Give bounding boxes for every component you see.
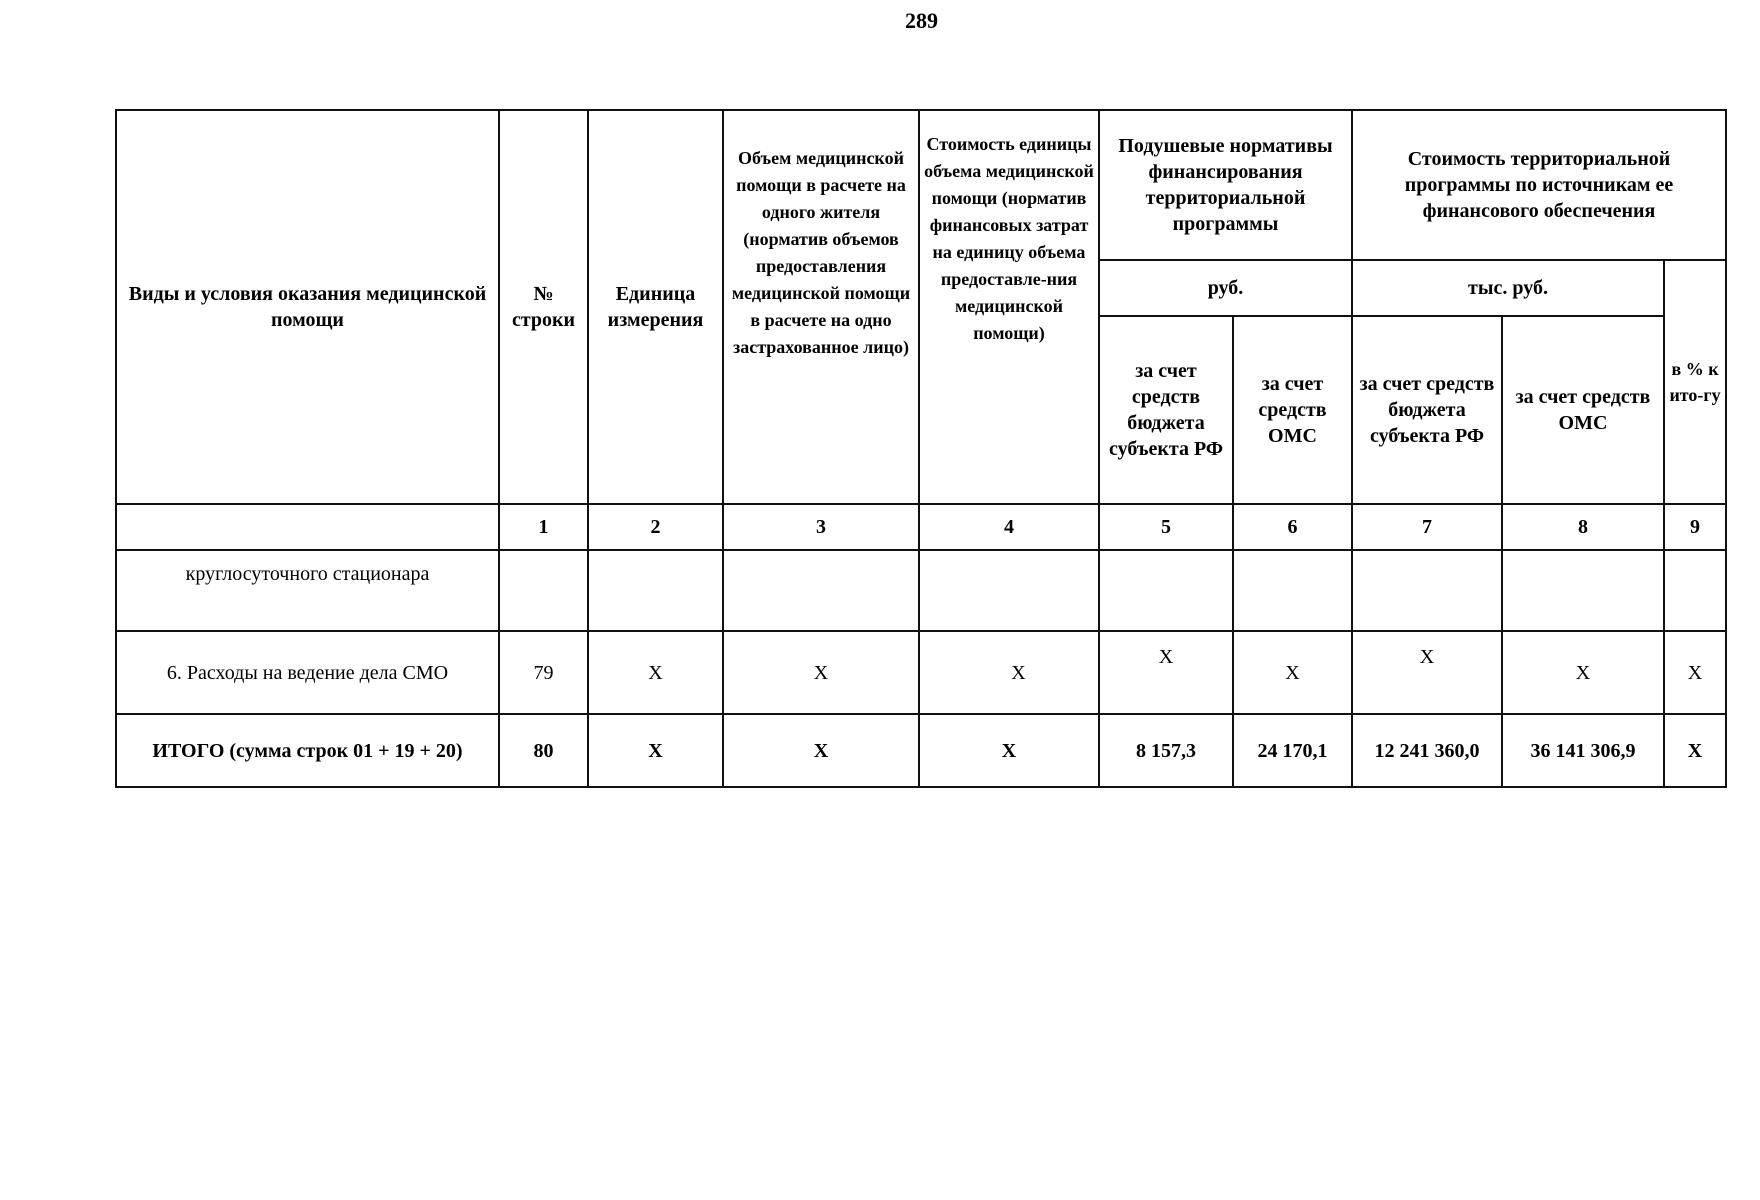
column-number-row [116, 504, 1726, 550]
table-cell: X [1233, 631, 1352, 714]
column-number: 9 [1664, 504, 1726, 550]
header-unit-cost: Стоимость единицы объема медицинской помощи (норматив финансовых затрат на единицу объема предоставле-ния медицинской помощи) [919, 110, 1099, 504]
table-cell [919, 550, 1099, 631]
table-cell [588, 550, 723, 631]
header-program-cost: Стоимость территориальной программы по источникам ее финансового обеспечения [1352, 110, 1726, 260]
header-unit-rub: руб. [1099, 260, 1352, 316]
column-number: 6 [1233, 504, 1352, 550]
header-care-types: Виды и условия оказания медицинской помощи [116, 110, 499, 504]
table-cell: 12 241 360,0 [1352, 714, 1502, 787]
header-per-capita-standards: Подушевые нормативы финансирования территориальной программы [1099, 110, 1352, 260]
column-number: 2 [588, 504, 723, 550]
table-cell [723, 550, 919, 631]
table-cell: X [919, 631, 1099, 714]
header-row-1 [116, 110, 1726, 260]
table-cell [499, 550, 588, 631]
column-number: 8 [1502, 504, 1664, 550]
header-budget-rf-thous: за счет средств бюджета субъекта РФ [1352, 316, 1502, 504]
table-cell: X [588, 631, 723, 714]
table-row-total [116, 714, 1726, 787]
table-cell: X [723, 714, 919, 787]
header-oms-thous: за счет средств ОМС [1502, 316, 1664, 504]
row-number-cell: 80 [499, 714, 588, 787]
row-name: 6. Расходы на ведение дела СМО [116, 631, 499, 714]
financing-table [115, 109, 1727, 788]
page-number: 289 [905, 8, 938, 33]
column-number: 7 [1352, 504, 1502, 550]
header-unit-thous-rub: тыс. руб. [1352, 260, 1664, 316]
table-cell [1233, 550, 1352, 631]
header-unit: Единица измерения [588, 110, 723, 504]
table-cell [1352, 550, 1502, 631]
column-number: 1 [499, 504, 588, 550]
header-row-number: № строки [499, 110, 588, 504]
table-row [116, 631, 1726, 714]
table-cell: X [1664, 714, 1726, 787]
table-cell: X [588, 714, 723, 787]
header-percent-of-total: в % к ито-гу [1664, 260, 1726, 504]
table-cell: 36 141 306,9 [1502, 714, 1664, 787]
table-cell: X [1352, 631, 1502, 714]
table-cell: X [1099, 631, 1233, 714]
table-cell [1099, 550, 1233, 631]
table-cell: 8 157,3 [1099, 714, 1233, 787]
table-cell: X [723, 631, 919, 714]
table-cell: X [919, 714, 1099, 787]
header-volume: Объем медицинской помощи в расчете на одного жителя (норматив объемов предоставления медицинской помощи в расчете на одно застрахованное лицо) [723, 110, 919, 504]
row-name: ИТОГО (сумма строк 01 + 19 + 20) [116, 714, 499, 787]
row-number-cell: 79 [499, 631, 588, 714]
column-number [116, 504, 499, 550]
table-cell: X [1664, 631, 1726, 714]
table-cell [1502, 550, 1664, 631]
table-cell: X [1502, 631, 1664, 714]
column-number: 3 [723, 504, 919, 550]
row-name: круглосуточного стационара [116, 550, 499, 631]
table-row [116, 550, 1726, 631]
header-budget-rf-rub: за счет средств бюджета субъекта РФ [1099, 316, 1233, 504]
header-oms-rub: за счет средств ОМС [1233, 316, 1352, 504]
column-number: 4 [919, 504, 1099, 550]
table-cell: 24 170,1 [1233, 714, 1352, 787]
table-cell [1664, 550, 1726, 631]
column-number: 5 [1099, 504, 1233, 550]
